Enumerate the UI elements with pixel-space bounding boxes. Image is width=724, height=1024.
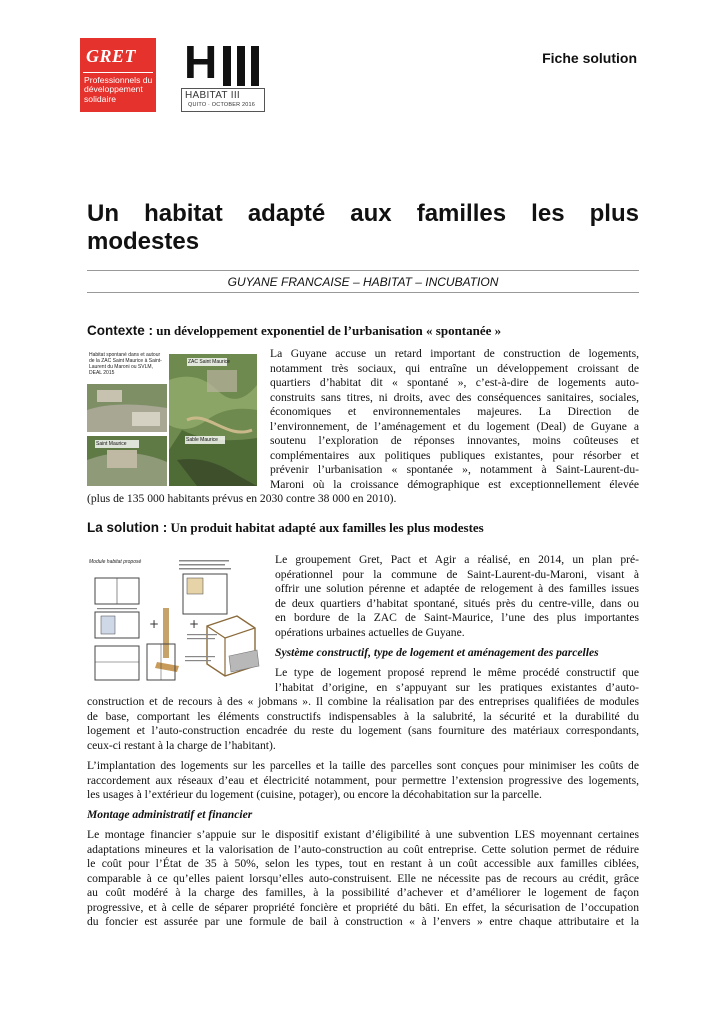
text-line: les usages à l’extérieur du logement (cuisine, potager), ou encore la décohabitation sur la parcelle. xyxy=(87,788,542,802)
rule-top xyxy=(87,270,639,271)
housing-module-figure xyxy=(87,556,263,686)
text-line: prévenir l’urbanisation « spontanée », notamment à Saint-Laurent-du- xyxy=(270,463,639,477)
context-paragraph-last-line: (plus de 135 000 habitants prévus en 2030 contre 38 000 en 2010). xyxy=(87,492,397,505)
text-line: offrir une solution pérenne et adaptée de relogement à des familles issues xyxy=(275,582,639,596)
text-line: le coût pour l’État de 35 à 50%, selon les types, tout en restant à un coût accessible aux familles ciblées, xyxy=(87,857,639,871)
text-line: en bordure de la ZAC de Saint-Maurice, l’une des plus importantes xyxy=(275,611,639,625)
subsection-heading-montage: Montage administratif et financier xyxy=(87,808,253,821)
title-word: familles xyxy=(416,200,507,227)
aerial-label-saint-maurice: Saint Maurice xyxy=(96,441,127,447)
rule-bottom xyxy=(87,292,639,293)
text-line: Le groupement Gret, Pact et Agir a réalisé, en 2014, un plan pré- xyxy=(275,553,639,566)
document-type-label: Fiche solution xyxy=(542,50,637,66)
implantation-paragraph xyxy=(87,759,639,803)
habitat-logo-name: HABITAT III xyxy=(185,90,240,101)
habitat-logo-subtitle: QUITO · OCTOBER 2016 xyxy=(188,102,256,108)
title-word: les xyxy=(531,200,565,227)
text-line: de base, comportant les éléments constructifs indispensables à la salubrité, la sécurité et la durabilité du xyxy=(87,709,639,723)
title-line-2: modestes xyxy=(87,228,200,255)
text-line: notamment très sociaux, qui entraîne un développement croissant de xyxy=(270,361,639,375)
text-line: construits sans titres, ni droits, avec des conséquences sanitaires, sociales, xyxy=(270,390,639,404)
title-word: habitat xyxy=(144,200,223,227)
construction-paragraph xyxy=(87,695,639,753)
financing-paragraph xyxy=(87,828,639,930)
habitat-logo-bars xyxy=(215,46,263,86)
title-line-1 xyxy=(87,200,639,228)
page-title xyxy=(87,200,639,256)
gret-logo-word: GRET xyxy=(86,46,137,66)
aerial-label-sable: Sable Maurice xyxy=(186,437,218,443)
text-line: construction et de recours à des « jobmans ». Il combine la réalisation par des entreprises qualifiées de modules xyxy=(87,695,639,708)
gret-logo-tagline: Professionnels du développement solidaire xyxy=(84,75,153,104)
text-line: l’habitat d’origine, en s’appuyant sur les pratiques existantes d’auto- xyxy=(275,680,639,694)
aerial-photo-figure xyxy=(87,350,257,486)
text-line: au coût modéré à la charge des familles, à la possibilité d’achever et d’améliorer le logement de façon xyxy=(87,886,639,900)
text-line: complémentaires aux politiques publiques existantes, pour résorber et xyxy=(270,448,639,462)
section-heading-subtitle: un développement exponentiel de l’urbanisation « spontanée » xyxy=(153,323,502,338)
text-line: Le montage financier s’appuie sur le dispositif existant d’éligibilité à une subvention LES moyennant certaines xyxy=(87,828,639,841)
section-heading-label: La solution : xyxy=(87,520,168,535)
housing-module-figure-title: Module habitat proposé xyxy=(89,559,142,565)
text-line: progressive, et à celle de séparer propriété foncière et propriété du bâti. En effet, la sécurisation de l’occupation xyxy=(87,900,639,914)
solution-paragraph xyxy=(275,553,639,640)
text-line: l’environnement, de l’aménagement et du logement (Deal) de Guyane a xyxy=(270,419,639,433)
gret-logo-divider xyxy=(83,72,153,73)
subsection-heading-construction: Système constructif, type de logement et aménagement des parcelles xyxy=(275,646,599,659)
title-word: plus xyxy=(589,200,639,227)
text-line: opérationnel pour la commune de Saint-Laurent-du-Maroni, visant à xyxy=(275,567,639,581)
text-line: Le type de logement proposé reprend le même procédé constructif que xyxy=(275,666,639,679)
text-line: La Guyane accuse un retard important de construction de logements, xyxy=(270,347,639,360)
text-line: L’implantation des logements sur les parcelles et la taille des parcelles sont conçues pour minimiser les coûts de xyxy=(87,759,639,772)
text-line: adaptations mineures et la valorisation de l’auto-construction au coût entreprise. Cette solution permet de réduire xyxy=(87,842,639,856)
gret-logo xyxy=(80,38,156,112)
text-line: économiques et environnementales majeures. La Direction de xyxy=(270,405,639,419)
section-heading-contexte xyxy=(87,323,501,339)
habitat-iii-logo xyxy=(179,36,267,112)
text-line: logement et l’auto-construction encadrée du reste du logement (sans fourniture des matériaux correspondants, xyxy=(87,724,639,738)
aerial-photo-caption: Habitat spontané dans et autour de la ZAC Saint Maurice à Saint-Laurent du Maroni ou SVLM, DEAL 2015 xyxy=(89,352,162,376)
keywords-line: GUYANE FRANCAISE – HABITAT – INCUBATION xyxy=(227,275,499,289)
text-line: soutenu l’exploration de réponses innovantes, moins coûteuses et xyxy=(270,434,639,448)
title-word: aux xyxy=(350,200,392,227)
svg-text:+: + xyxy=(149,617,160,631)
section-heading-label: Contexte : xyxy=(87,323,154,338)
text-line: comparable à ce qu’elles paient lorsqu’elles auto-construisent. Elle ne nécessite pas de recours au crédit, grâce xyxy=(87,871,639,885)
section-heading-subtitle: Un produit habitat adapté aux familles les plus modestes xyxy=(167,520,484,535)
title-word: Un xyxy=(87,200,119,227)
text-line: Maroni où la croissance démographique est exceptionnellement élevée xyxy=(270,477,639,491)
text-line: raccordement aux réseaux d’eau et électricité notamment, pour permettre l’extension progressive des logements, xyxy=(87,773,639,787)
svg-text:+: + xyxy=(189,617,200,631)
aerial-label-zac: ZAC Saint Maurice xyxy=(188,359,230,365)
context-paragraph xyxy=(270,347,639,492)
text-line: quartiers d’habitat dit « spontané », c’est-à-dire de logements auto- xyxy=(270,376,639,390)
text-line: ceux-ci restant à la charge de l’habitant). xyxy=(87,738,276,752)
text-line: du foncier est assurée par une formule de bail à construction « à l’envers » entre chaque attributaire et la xyxy=(87,915,639,929)
text-line: de deux quartiers d’habitat spontané, situés près du centre-ville, dans ou xyxy=(275,596,639,610)
housing-module-diagram xyxy=(87,556,263,686)
habitat-logo-h: H xyxy=(184,36,218,88)
title-word: adapté xyxy=(247,200,326,227)
construction-paragraph-start xyxy=(275,666,639,695)
section-heading-solution xyxy=(87,520,484,536)
text-line: opérations urbaines actuelles de Guyane. xyxy=(275,625,465,639)
